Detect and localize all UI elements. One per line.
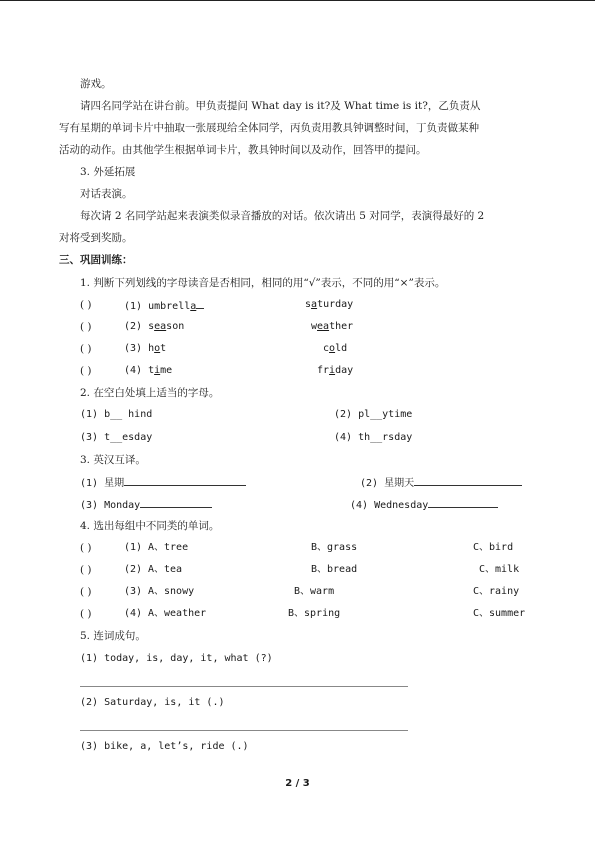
- answer-paren[interactable]: ( ): [80, 608, 92, 620]
- intro-line-1: 请四名同学站在讲台前。甲负责提问 What day is it?及 What time is it?，乙负责从: [80, 100, 481, 112]
- option-a: A、weather: [148, 608, 207, 619]
- item-number: (2): [124, 321, 143, 332]
- answer-paren[interactable]: ( ): [80, 542, 92, 554]
- compare-word: cold: [323, 343, 348, 354]
- item-number: (1): [124, 301, 143, 312]
- intro-line-2: 写有星期的单词卡片中抽取一张展现给全体同学，丙负责用教具钟调整时间，丁负责做某种: [59, 122, 479, 134]
- intro-line-3: 活动的动作。由其他学生根据单词卡片，教具钟时间以及动作，回答甲的提问。: [59, 144, 427, 156]
- option-b: B、grass: [311, 542, 358, 553]
- intro-line-5: 对将受到奖励。: [59, 232, 133, 244]
- compare-word: weather: [311, 321, 354, 332]
- item-number: (4): [124, 608, 143, 619]
- q4-title: 4. 选出每组中不同类的单词。: [80, 520, 220, 532]
- q2-item-2[interactable]: (2) pl__ytime: [334, 409, 413, 420]
- option-c: C、summer: [473, 608, 526, 619]
- item-number: (4): [124, 365, 143, 376]
- page-number: 2 / 3: [285, 778, 310, 789]
- option-c: C、milk: [479, 564, 520, 575]
- heading-extension: 3. 外延拓展: [80, 166, 136, 178]
- section-title: 三、巩固训练：: [59, 254, 133, 266]
- option-c: C、bird: [473, 542, 514, 553]
- answer-paren[interactable]: ( ): [80, 343, 92, 355]
- intro-line-4: 每次请 2 名同学站起来表演类似录音播放的对话。依次请出 5 对同学，表演得最好的 2: [80, 210, 485, 222]
- compare-word: friday: [317, 365, 354, 376]
- option-b: B、bread: [311, 564, 358, 575]
- q2-title: 2. 在空白处填上适当的字母。: [80, 387, 220, 399]
- answer-paren[interactable]: ( ): [80, 321, 92, 333]
- answer-line[interactable]: [80, 730, 408, 731]
- underlined-letters: a: [311, 299, 318, 310]
- intro-line-dialogue: 对话表演。: [80, 188, 133, 200]
- item-number: (3): [124, 586, 143, 597]
- q1-title: 1. 判断下列划线的字母读音是否相同，相同的用“√”表示，不同的用“×”表示。: [80, 277, 446, 289]
- answer-blank[interactable]: [140, 497, 212, 508]
- option-c: C、rainy: [473, 586, 520, 597]
- q5-title: 5. 连词成句。: [80, 630, 146, 642]
- option-a: A、tea: [148, 564, 183, 575]
- q3-item-1: (1) 星期: [80, 478, 125, 489]
- underlined-letters: i: [329, 365, 336, 376]
- q3-item-3: (3) Monday: [80, 500, 141, 511]
- q5-item-2: (2) Saturday, is, it (.): [80, 697, 225, 708]
- answer-paren[interactable]: ( ): [80, 586, 92, 598]
- q2-item-1[interactable]: (1) b__ hind: [80, 409, 153, 420]
- option-a: A、tree: [148, 542, 189, 553]
- answer-paren[interactable]: ( ): [80, 564, 92, 576]
- q5-item-3: (3) bike, a, let’s, ride (.): [80, 741, 249, 752]
- option-b: B、spring: [288, 608, 341, 619]
- answer-blank[interactable]: [124, 475, 246, 486]
- answer-paren[interactable]: ( ): [80, 299, 92, 311]
- option-a: A、snowy: [148, 586, 195, 597]
- q5-item-1: (1) today, is, day, it, what (?): [80, 653, 273, 664]
- q3-item-2: (2) 星期天: [360, 478, 415, 489]
- underlined-letters: a: [190, 301, 197, 312]
- item-number: (1): [124, 542, 143, 553]
- intro-line-0: 游戏。: [80, 78, 112, 90]
- underlined-letters: ea: [154, 321, 167, 332]
- q3-item-4: (4) Wednesday: [350, 500, 429, 511]
- item-number: (2): [124, 564, 143, 575]
- answer-blank[interactable]: [428, 497, 498, 508]
- item-number: (3): [124, 343, 143, 354]
- option-b: B、warm: [294, 586, 335, 597]
- q2-item-3[interactable]: (3) t__esday: [80, 432, 153, 443]
- underlined-letters: i: [154, 365, 161, 376]
- q3-title: 3. 英汉互译。: [80, 454, 146, 466]
- underlined-letters: o: [154, 343, 161, 354]
- underlined-letters: o: [329, 343, 336, 354]
- q2-item-4[interactable]: (4) th__rsday: [334, 432, 413, 443]
- underlined-letters: ea: [317, 321, 330, 332]
- compare-word: saturday: [305, 299, 354, 310]
- page-top-border: [0, 0, 595, 1]
- answer-paren[interactable]: ( ): [80, 365, 92, 377]
- answer-blank[interactable]: [414, 475, 522, 486]
- answer-line[interactable]: [80, 686, 408, 687]
